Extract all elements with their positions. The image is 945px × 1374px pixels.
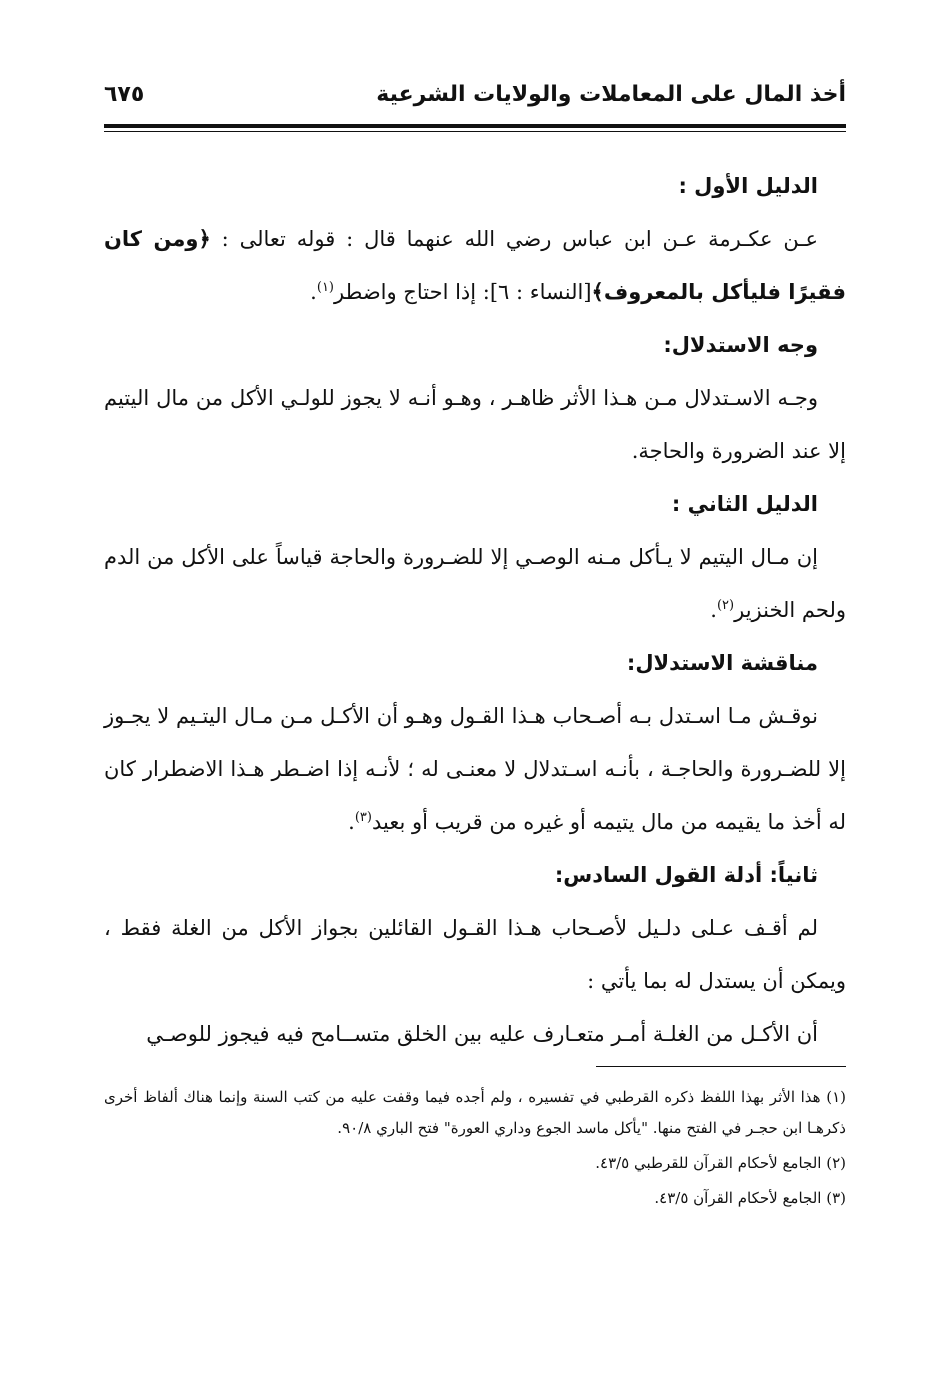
page-number: ٦٧٥: [104, 82, 145, 107]
paragraph-text: نوقـش مـا اسـتدل بـه أصـحاب هـذا القـول وهـو أن الأكـل مـن مـال اليتـيم لا يجـوز إلا للضـرورة والحاجـة ، بأنـه اسـتدلال لا معنـى له ؛ لأنـه إذا اضـطر هـذا الاضطرار كان له أخذ ما يقيمه من مال يتيمه أو غيره من قريب أو بعيد: [104, 704, 846, 834]
paragraph-first-evidence: عـن عكـرمة عـن ابن عباس رضي الله عنهما قال : قوله تعالى : ﴿ومن كان فقيرًا فليأكل بالمعروف﴾[النساء : ٦]: إذا احتاج واضطر$^{(١)}$.: [104, 227, 846, 304]
paragraph-sixth-opinion: لم أقـف عـلى دلـيل لأصـحاب هـذا القـول القائلين بجواز الأكل من الغلة فقط ، ويمكن أن يستدل له بما يأتي :: [104, 916, 846, 993]
heading-inference: وجه الاستدلال:: [663, 333, 818, 357]
footnote-item: (١) هذا الأثر بهذا اللفظ ذكره القرطبي في تفسيره ، ولم أجده فيما وقفت عليه من كتب السنة وإنما هناك ألفاظ أخرى ذكرهـا ابن حجـر في الفتح منها. "يأكل ماسد الجوع وداري العورة" فتح الباري ٩٠/٨.: [104, 1088, 846, 1137]
quran-verse: ﴿ومن كان فقيرًا فليأكل بالمعروف﴾: [104, 227, 846, 304]
footnote-item: (٣) الجامع لأحكام القرآن ٤٣/٥.: [654, 1189, 846, 1207]
heading-discussion: مناقشة الاستدلال:: [626, 651, 818, 675]
heading-first-evidence: الدليل الأول :: [678, 174, 818, 198]
paragraph-text: إن مـال اليتيم لا يـأكل مـنه الوصـي إلا للضـرورة والحاجة قياساً على الأكل من الدم ولحم الخنزير: [104, 545, 846, 622]
footnote-ref: (١): [316, 280, 334, 295]
paragraph-text: [النساء : ٦]: إذا احتاج واضطر: [334, 280, 592, 304]
footnote-rule: [596, 1066, 846, 1067]
header-rule-thin: [104, 131, 846, 132]
paragraph-discussion: نوقـش مـا اسـتدل بـه أصـحاب هـذا القـول وهـو أن الأكـل مـن مـال اليتـيم لا يجـوز إلا للضـرورة والحاجـة ، بأنـه اسـتدلال لا معنـى له ؛ لأنـه إذا اضـطر هـذا الاضطرار كان له أخذ ما يقيمه من مال يتيمه أو غيره من قريب أو بعيد$^{(٣)}$.: [104, 704, 846, 834]
running-header: [104, 78, 846, 118]
footnote-ref: (٣): [354, 810, 372, 825]
heading-sixth-opinion: ثانياً: أدلة القول السادس:: [554, 863, 818, 887]
footnote-ref: (٢): [716, 598, 735, 613]
header-rule: [104, 124, 846, 128]
heading-second-evidence: الدليل الثاني :: [671, 492, 818, 516]
paragraph-inference: وجـه الاسـتدلال مـن هـذا الأثر ظاهـر ، وهـو أنـه لا يجوز للولـي الأكل من مال اليتيم إلا عند الضرورة والحاجة.: [104, 386, 846, 463]
header-title: أخذ المال على المعاملات والولايات الشرعية: [376, 82, 846, 107]
paragraph-text: عـن عكـرمة عـن ابن عباس رضي الله عنهما قال : قوله تعالى :: [210, 227, 819, 251]
footnote-item: (٢) الجامع لأحكام القرآن للقرطبي ٤٣/٥.: [595, 1154, 846, 1172]
paragraph-crop-eating: أن الأكـل من الغلـة أمـر متعـارف عليه بين الخلق متســامح فيه فيجوز للوصـي: [146, 1022, 818, 1046]
body-text: [104, 160, 846, 1061]
footnotes: [104, 1082, 846, 1218]
paragraph-second-evidence: إن مـال اليتيم لا يـأكل مـنه الوصـي إلا للضـرورة والحاجة قياساً على الأكل من الدم ولحم الخنزير$^{(٢)}$.: [104, 545, 846, 622]
